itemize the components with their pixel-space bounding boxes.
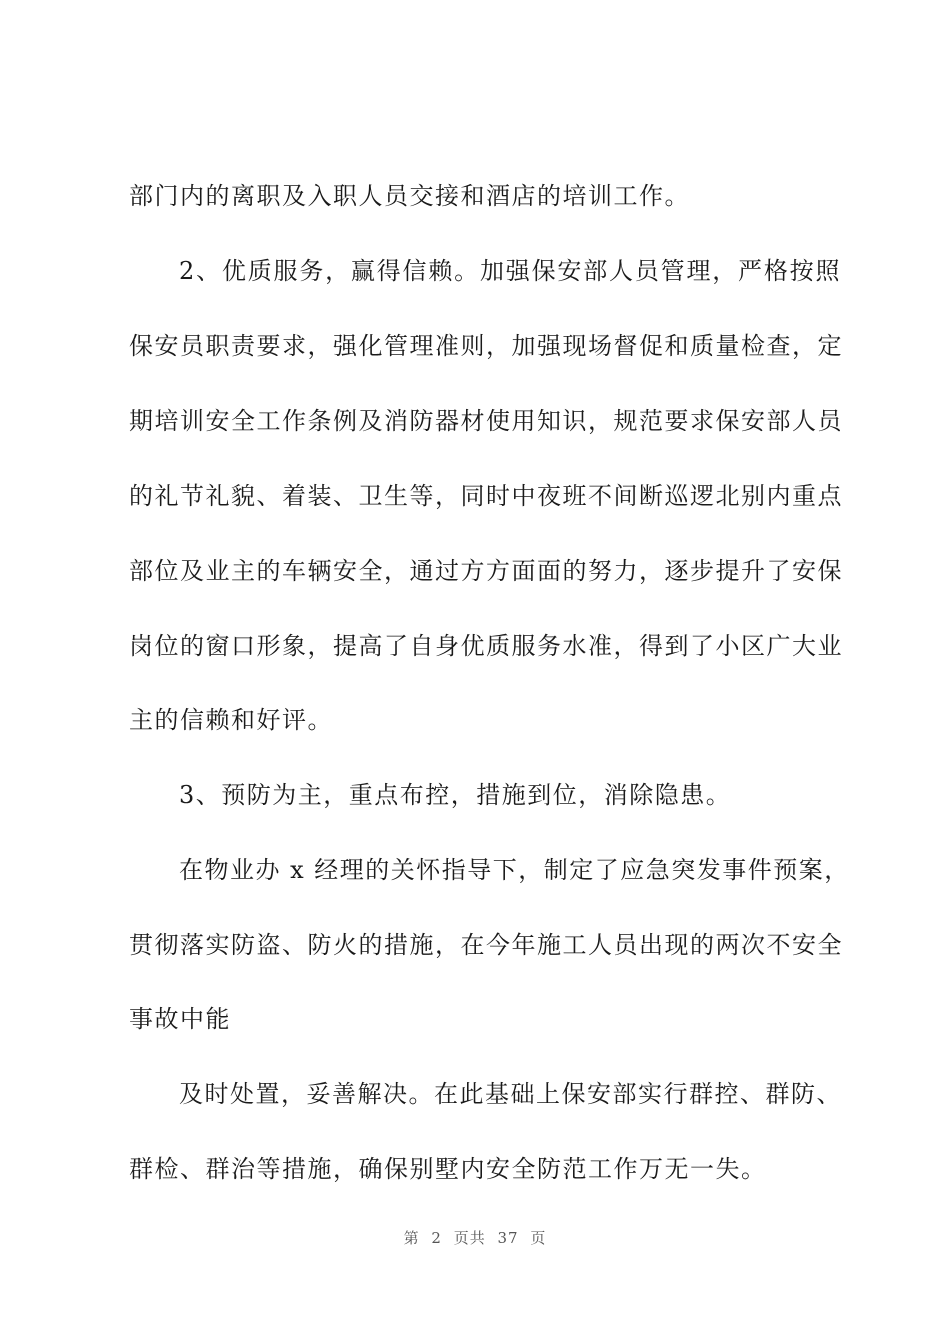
text-line-7: 岗位的窗口形象，提高了自身优质服务水准，得到了小区广大业 xyxy=(129,632,843,660)
text-line-10: 在物业办 x 经理的关怀指导下，制定了应急突发事件预案， xyxy=(179,856,850,884)
text-line-4: 期培训安全工作条例及消防器材使用知识，规范要求保安部人员 xyxy=(129,407,843,435)
text-line-12: 事故中能 xyxy=(129,1005,231,1033)
text-line-14: 群检、群治等措施，确保别墅内安全防范工作万无一失。 xyxy=(129,1155,767,1183)
text-line-5: 的礼节礼貌、着装、卫生等，同时中夜班不间断巡逻北别内重点 xyxy=(129,482,843,510)
text-line-1: 部门内的离职及入职人员交接和酒店的培训工作。 xyxy=(129,182,690,210)
page-number-footer: 第 2 页共 37 页 xyxy=(403,1229,547,1247)
text-line-13: 及时处置，妥善解决。在此基础上保安部实行群控、群防、 xyxy=(179,1080,842,1108)
text-line-6: 部位及业主的车辆安全，通过方方面面的努力，逐步提升了安保 xyxy=(129,557,843,585)
text-line-11: 贯彻落实防盗、防火的措施，在今年施工人员出现的两次不安全 xyxy=(129,931,843,959)
text-line-2: 2、优质服务，赢得信赖。加强保安部人员管理，严格按照 xyxy=(179,257,841,285)
text-line-8: 主的信赖和好评。 xyxy=(129,706,333,734)
text-line-9: 3、预防为主，重点布控，措施到位，消除隐患。 xyxy=(179,781,732,809)
text-line-3: 保安员职责要求，强化管理准则，加强现场督促和质量检查，定 xyxy=(129,332,843,360)
